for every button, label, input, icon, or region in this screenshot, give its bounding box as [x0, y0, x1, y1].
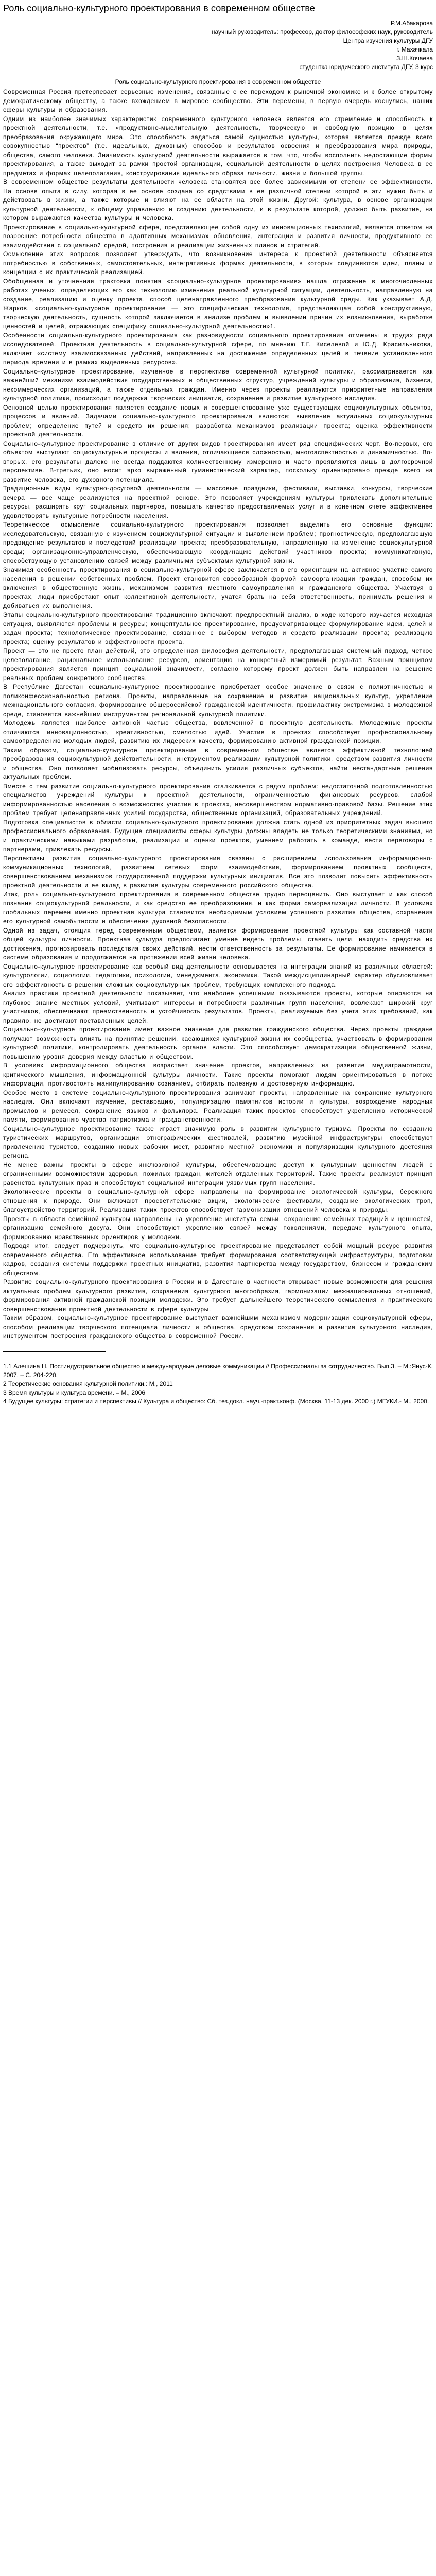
paragraph: Итак, роль социально-культурного проектирования в современном обществе трудно переоценить. Оно выступает и как способ познания социокультурной реальности, и как средство ее преобразования, и как форма самореализации личности. В условиях глобальных перемен именно проектная культура становится необходимым условием успешного развития общества, сохранения его культурной самобытности и обеспечения духовной безопасности.	[3, 890, 433, 925]
paragraph: Подготовка специалистов в области социально-культурного проектирования должна стать одной из приоритетных задач высшего профессионального образования. Будущие специалисты сферы культуры должны владеть не только теоретическими знаниями, но и практическими навыками разработки, реализации и оценки проектов, умением работать в команде, вести переговоры с партнерами, привлекать ресурсы.	[3, 818, 433, 853]
paragraph: В современном обществе результаты деятельности человека становятся все более зависимыми от степени ее эффективности. На основе опыта в силу, которая в ее основе создана со средствами в ее различной степени которой в эти нужно быть и действовать в жизни, а также которые и влияют на ее области на этой жизни. Другой: культура, в основе организации культурной деятельности, к общему управлению и созданию деятельности, и в результате которой, должно быть развитие, на котором выражаются качества культуры и человека.	[3, 178, 433, 222]
paragraph: Социально-культурное проектирование также играет значимую роль в развитии культурного туризма. Проекты по созданию туристических маршрутов, организации этнографических фестивалей, развитию музейной инфраструктуры способствуют привлечению туристов, созданию новых рабочих мест, развитию местной экономики и популяризации культурного достояния региона.	[3, 1125, 433, 1159]
paragraph: Таким образом, социально-культурное проектирование в современном обществе является эффективной технологией преобразования социокультурной действительности, инструментом реализации культурной политики, средством развития личности и общества. Оно позволяет мобилизовать ресурсы, объединить усилия различных субъектов, найти нестандартные решения актуальных проблем.	[3, 746, 433, 781]
paragraph: Значимая особенность проектирования в социально-культурной сфере заключается в его ориентации на активное участие самого населения в решении собственных проблем. Проект становится своеобразной формой самоорганизации граждан, способом их включения в общественную жизнь, механизмом развития местного самоуправления и гражданского общества. Участвуя в проектах, люди приобретают опыт коллективной деятельности, учатся брать на себя ответственность, принимать решения и добиваться их выполнения.	[3, 566, 433, 609]
paragraph: Особое место в системе социально-культурного проектирования занимают проекты, направленные на сохранение культурного наследия. Они включают изучение, реставрацию, популяризацию памятников истории и культуры, возрождение народных промыслов и ремесел, сохранение языков и фольклора. Реализация таких проектов способствует укреплению исторической памяти, формированию чувства патриотизма и гражданственности.	[3, 1089, 433, 1123]
paragraph: Этапы социально-культурного проектирования традиционно включают: предпроектный анализ, в ходе которого изучается исходная ситуация, выявляются проблемы и ресурсы; концептуальное проектирование, предусматривающее формулирование идеи, целей и задач проекта; технологическое проектирование, связанное с выбором методов и средств реализации проекта; реализацию проекта; оценку результатов и эффективности проекта.	[3, 611, 433, 646]
paragraph: Особенности социально-культурного проектирования как разновидности социального проектирования отмечены в трудах ряда исследователей. Проектная деятельность в социально-культурной сфере, по мнению Т.Г. Киселевой и Ю.Д. Красильникова, включает «систему взаимосвязанных действий, направленных на достижение определенных целей в течение установленного периода времени и в рамках выделенных ресурсов».	[3, 331, 433, 366]
coauthor-affiliation: студентка юридического института ДГУ, 3 курс	[299, 63, 433, 71]
paragraph: Подводя итог, следует подчеркнуть, что социально-культурное проектирование представляет собой мощный ресурс развития современного общества. Его эффективное использование требует формирования соответствующей инфраструктуры, подготовки кадров, создания системы поддержки проектных инициатив, развития партнерства между государством, бизнесом и гражданским обществом.	[3, 1242, 433, 1277]
paragraph: Одной из задач, стоящих перед современным обществом, является формирование проектной культуры как составной части общей культуры личности. Проектная культура предполагает умение видеть проблемы, ставить цели, находить средства их достижения, прогнозировать последствия своих действий, нести ответственность за результаты. Ее формирование начинается в системе образования и продолжается на протяжении всей жизни человека.	[3, 926, 433, 961]
paragraph: Осмысление этих вопросов позволяет утверждать, что возникновение интереса к проектной деятельности объясняется потребностью в собственных, самостоятельных, интегративных формах деятельности, в которых соединяются идеи, планы и концепции с их практической реализацией.	[3, 250, 433, 276]
author-name: Р.М.Абакарова	[390, 20, 433, 27]
references-divider	[3, 1351, 106, 1352]
paragraph: Проекты в области семейной культуры направлены на укрепление института семьи, сохранение семейных традиций и ценностей, организацию семейного досуга. Они способствуют укреплению связей между поколениями, передаче культурного опыта, формированию нравственных ориентиров у молодежи.	[3, 1215, 433, 1241]
paragraph: В условиях информационного общества возрастает значение проектов, направленных на развитие медиаграмотности, критического мышления, информационной культуры личности. Такие проекты помогают людям ориентироваться в потоке информации, противостоять манипулированию сознанием, отбирать полезную и достоверную информацию.	[3, 1062, 433, 1087]
paragraph: Социально-культурное проектирование имеет важное значение для развития гражданского общества. Через проекты граждане получают возможность влиять на принятие решений, касающихся культурной жизни их сообщества, участвовать в формировании культурной политики, контролировать деятельность органов власти. Это способствует демократизации общественной жизни, повышению уровня доверия между властью и обществом.	[3, 1026, 433, 1060]
city: г. Махачкала	[396, 46, 433, 53]
section-title: Роль социально-культурного проектирования в современном обществе	[115, 78, 321, 86]
paragraph: В Республике Дагестан социально-культурное проектирование приобретает особое значение в связи с полиэтничностью и поликонфессиональностью региона. Проекты, направленные на сохранение и развитие национальных культур, укрепление межнационального согласия, формирование общероссийской гражданской идентичности, профилактику экстремизма в молодежной среде, становятся важнейшим инструментом региональной культурной политики.	[3, 683, 433, 718]
paragraph: Одним из наиболее значимых характеристик современного культурного человека является его стремление и способность к проектной деятельности, т.е. «продуктивно-мыслительную деятельность, творческую и свободную позицию в целях преобразования окружающего мира. Это способность задаться самой сущностью культуры, которая является прежде всего совокупностью “проектов” (т.е. идеальных, духовных) способов и результатов освоения и преобразования мира природы, общества, самого человека. Значимость культурной деятельности выражается в том, что, чтобы восполнить недостающие формы проектирования, а также выходит за рамки простой организации, социальной деятельности в целях построения Человека в ее предметах и формах целеполагания, конструирования идеального образа личности, жизни и большой группы.	[3, 115, 433, 177]
paragraph: Перспективы развития социально-культурного проектирования связаны с расширением использования информационно-коммуникационных технологий, развитием сетевых форм взаимодействия, формированием проектных сообществ, совершенствованием механизмов государственной поддержки культурных инициатив. Все это позволит повысить эффективность проектной деятельности и ее вклад в развитие культуры современного российского общества.	[3, 854, 433, 889]
article-body	[3, 88, 433, 1341]
coauthor-name: З.Ш.Кочаева	[396, 55, 433, 62]
paragraph: Экологические проекты в социально-культурной сфере направлены на формирование экологической культуры, бережного отношения к природе. Они включают просветительские акции, экологические фестивали, создание экологических троп, благоустройство территорий. Реализация таких проектов способствует гармонизации отношений человека и природы.	[3, 1188, 433, 1213]
reference-item: 4 Будущее культуры: стратегии и перспективы // Культура и общество: Сб. тез.докл. науч.-практ.конф. (Москва, 11-13 дек. 2000 г.) МГУКИ.- М., 2000.	[3, 1397, 429, 1405]
paragraph: Социально-культурное проектирование в отличие от других видов проектирования имеет ряд специфических черт. Во-первых, его объектом выступают социокультурные процессы и явления, отличающиеся сложностью, многоаспектностью и динамичностью. Во-вторых, его результаты далеко не всегда поддаются количественному измерению и часто проявляются лишь в долгосрочной перспективе. В-третьих, оно носит ярко выраженный гуманистический характер, поскольку ориентировано прежде всего на развитие человека, его духовного потенциала.	[3, 439, 433, 483]
paragraph: Социально-культурное проектирование как особый вид деятельности основывается на интеграции знаний из различных областей: культурологии, социологии, педагогики, психологии, менеджмента, экономики. Такой междисциплинарный характер обусловливает его эффективность в решении сложных социокультурных проблем, требующих комплексного подхода.	[3, 962, 433, 988]
paragraph: Вместе с тем развитие социально-культурного проектирования сталкивается с рядом проблем: недостаточной подготовленностью специалистов учреждений культуры к проектной деятельности, ограниченностью финансовых ресурсов, слабой информированностью населения о возможностях участия в проектах, несовершенством нормативно-правовой базы. Решение этих проблем требует целенаправленных усилий государства, общественных организаций, образовательных учреждений.	[3, 782, 433, 817]
paragraph: Теоретическое осмысление социально-культурного проектирования позволяет выделить его основные функции: исследовательскую, связанную с изучением социокультурной ситуации и выявлением проблем; прогностическую, предполагающую предвидение результатов и последствий реализации проекта; преобразовательную, направленную на изменение социокультурной среды; организационно-управленческую, обеспечивающую координацию действий участников проекта; коммуникативную, способствующую установлению связей между различными субъектами культурной жизни.	[3, 521, 433, 564]
paragraph: Анализ практики проектной деятельности показывает, что наиболее успешными оказываются проекты, которые опираются на глубокое знание местных условий, учитывают интересы и потребности различных групп населения, вовлекают широкий круг участников, обеспечивают преемственность и устойчивость результатов. Проекты, реализуемые без учета этих требований, как правило, не достигают поставленных целей.	[3, 990, 433, 1024]
supervisor-line: научный руководитель: профессор, доктор философских наук, руководитель	[211, 28, 433, 36]
paragraph: Таким образом, социально-культурное проектирование выступает важнейшим механизмом модернизации социокультурной сферы, способом реализации творческого потенциала личности и общества, средством сохранения и развития культурного наследия, инструментом построения гражданского общества в современной России.	[3, 1314, 433, 1340]
author-block	[3, 19, 433, 72]
paragraph: Обобщенная и уточненная трактовка понятия «социально-культурное проектирование» нашла отражение в многочисленных работах ученых, определяющих его как технологию изменения реальной культурной ситуации, деятельность, направленную на создание, реализацию и оценку проекта, способ целенаправленного преобразования культурной среды. Как указывает А.Д. Жарков, «социально-культурное проектирование — это специфическая технология, представляющая собой конструктивную, творческую деятельность, сущность которой заключается в анализе проблем и выявлении причин их возникновения, выработке ценностей и целей, отражающих специфику социально-культурной деятельности»1.	[3, 277, 433, 330]
supervisor-center: Центра изучения культуры ДГУ	[343, 37, 433, 44]
references-list	[3, 1362, 433, 1406]
article-title: Роль социально-культурного проектирования в современном обществе	[3, 3, 315, 13]
paragraph: Проект — это не просто план действий, это определенная философия деятельности, предполагающая системный подход, четкое целеполагание, рациональное использование ресурсов, ориентацию на конкретный измеримый результат. Важным принципом проектирования является принцип социальной значимости, согласно которому проект должен быть направлен на решение реальных проблем конкретного сообщества.	[3, 647, 433, 682]
paragraph: Традиционные виды культурно-досуговой деятельности — массовые праздники, фестивали, выставки, конкурсы, творческие вечера — все чаще реализуются на проектной основе. Это позволяет учреждениям культуры привлекать дополнительные ресурсы, расширять круг социальных партнеров, повышать качество предоставляемых услуг и в конечном счете эффективнее удовлетворять культурные потребности населения.	[3, 485, 433, 519]
paragraph: Современная Россия претерпевает серьезные изменения, связанные с ее переходом к рыночной экономике и к более открытому демократическому обществу, а также вхождением в мировое сообщество. Эти перемены, в первую очередь коснулись, наших сферы культуры и образования.	[3, 88, 433, 113]
paragraph: Не менее важны проекты в сфере инклюзивной культуры, обеспечивающие доступ к культурным ценностям людей с ограниченными возможностями здоровья, пожилых граждан, жителей отдаленных территорий. Такие проекты реализуют принцип равенства культурных прав и способствуют социальной интеграции уязвимых групп населения.	[3, 1161, 433, 1187]
paragraph: Молодежь является наиболее активной частью общества, вовлеченной в проектную деятельность. Молодежные проекты отличаются инновационностью, креативностью, смелостью идей. Участие в проектах способствует профессиональному самоопределению молодых людей, развитию их лидерских качеств, формированию активной гражданской позиции.	[3, 719, 433, 744]
reference-item: 1.1 Алешина Н. Постиндустриальное общество и международные деловые коммуникации // Профессионалы за сотрудничество. Вып.3. – М.:Янус-К, 2007. – С. 204-220.	[3, 1362, 433, 1379]
reference-item: 3 Время культуры и культура времени. – М., 2006	[3, 1388, 146, 1396]
reference-item: 2 Теоретические основания культурной политики.: М., 2011	[3, 1380, 173, 1387]
paragraph: Основной целью проектирования является создание новых и совершенствование уже существующих социокультурных объектов, процессов и явлений. Задачами социально-культурного проектирования являются: выявление актуальных социокультурных проблем; определение путей и средств их решения; разработка механизмов реализации проекта; оценка эффективности проектной деятельности.	[3, 403, 433, 438]
paragraph: Социально-культурное проектирование, изученное в перспективе современной культурной политики, рассматривается как важнейший механизм взаимодействия государственных и общественных структур, учреждений культуры и образования, бизнеса, некоммерческих организаций, а также отдельных граждан. Именно через проекты реализуются приоритетные направления культурной политики, происходит поддержка творческих инициатив, сохранение и развитие культурного наследия.	[3, 367, 433, 402]
paragraph: Развитие социально-культурного проектирования в России и в Дагестане в частности открывает новые возможности для решения актуальных проблем культурного развития, сохранения культурного многообразия, гармонизации межнациональных отношений, формирования активной гражданской позиции молодежи. Это требует дальнейшего теоретического осмысления и практического совершенствования проектной деятельности в сфере культуры.	[3, 1278, 433, 1313]
paragraph: Проектирование в социально-культурной сфере, представляющее собой одну из инновационных технологий, является ответом на возросшие потребности общества в адаптивных механизмах обновления, интеграции и развития личности, продуктивного ее взаимодействия с социальной средой, построения и реализации жизненных планов и стратегий.	[3, 223, 433, 249]
